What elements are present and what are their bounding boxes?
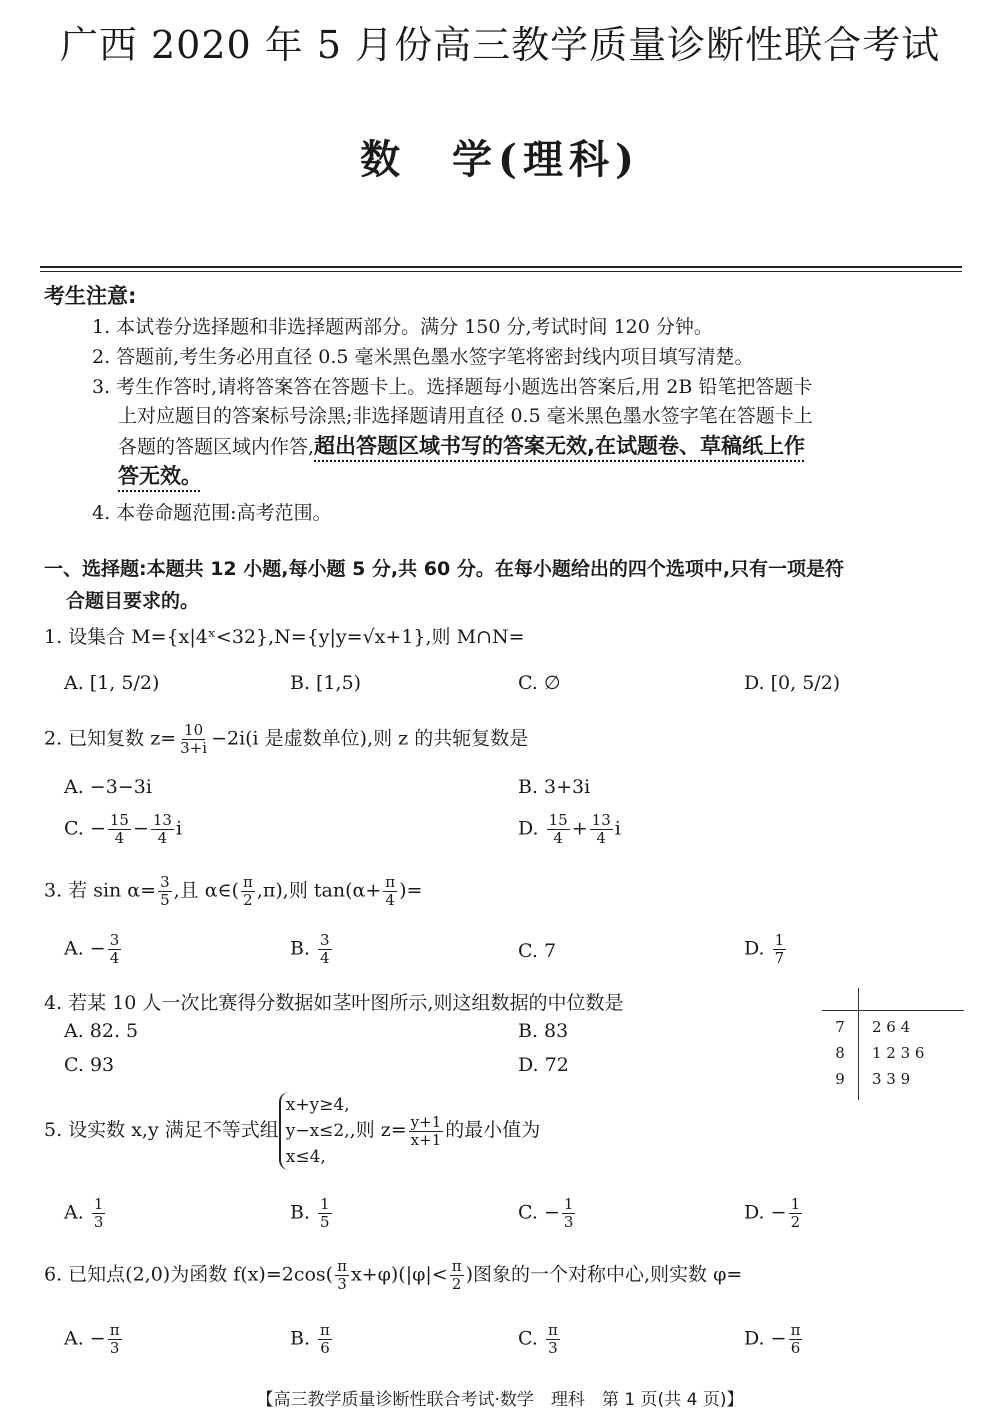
q4-option-d: D. 72 — [518, 1054, 569, 1076]
q1-option-d: D. [0, 5/2) — [744, 672, 841, 694]
notice-item-3-cont: 上对应题目的答案标号涂黑;非选择题请用直径 0.5 毫米黑色墨水签字笔在答题卡上 — [118, 405, 813, 427]
q1-option-c: C. ∅ — [518, 672, 561, 694]
q5-option-a: A. $\frac{1}{3}$ — [64, 1195, 104, 1231]
divider-thin — [40, 271, 962, 272]
stem-leaf-table — [822, 1014, 932, 1092]
question-1: 1. 设集合 M={x|4ˣ<32},N={y|y=√x+1},则 M∩N= — [44, 626, 525, 648]
stem-leaf-top-line — [822, 1010, 964, 1011]
q3-option-a: A. − $\frac{3}{4}$ — [64, 931, 120, 967]
notice-emphasis: 超出答题区域书写的答案无效,在试题卷、草稿纸上作 — [314, 434, 806, 458]
q5-option-d: D. − $\frac{1}{2}$ — [744, 1195, 801, 1231]
q2-option-d: D. $\frac{15}{4}$ + $\frac{13}{4}$ i — [518, 811, 621, 847]
notice-item-1: 1. 本试卷分选择题和非选择题两部分。满分 150 分,考试时间 120 分钟。 — [92, 316, 713, 338]
notice-item-3-cont2 — [118, 430, 805, 460]
stem-leaf-row: 9 3 3 9 — [835, 1070, 911, 1088]
notice-heading: 考生注意: — [44, 284, 137, 308]
question-4: 4. 若某 10 人一次比赛得分数据如茎叶图所示,则这组数据的中位数是 — [44, 992, 624, 1014]
q3-option-c: C. 7 — [518, 940, 557, 962]
exam-subject: 数 学(理科) — [360, 136, 640, 183]
question-2: 2. 已知复数 z= $\frac{10}{3+i}$ −2i(i 是虚数单位),则 z 的共轭复数是 — [44, 721, 529, 757]
q2-option-a: A. −3−3i — [64, 776, 152, 798]
q6-option-c: C. $\frac{\pi}{3}$ — [518, 1321, 558, 1357]
q4-option-b: B. 83 — [518, 1020, 569, 1042]
q1-option-b: B. [1,5) — [290, 672, 362, 694]
q4-option-c: C. 93 — [64, 1054, 115, 1076]
notice-item-3: 3. 考生作答时,请将答案答在答题卡上。选择题每小题选出答案后,用 2B 铅笔把答题卡 — [92, 376, 813, 398]
q5-option-c: C. − $\frac{1}{3}$ — [518, 1195, 574, 1231]
question-3: 3. 若 sin α= $\frac{3}{5}$ ,且 α∈( $\frac{\pi}{2}$ ,π),则 tan(α+ $\frac{\pi}{4}$ )= — [44, 873, 423, 909]
question-6: 6. 已知点(2,0)为函数 f(x)=2cos( $\frac{\pi}{3}$ x+φ)(|φ|< $\frac{\pi}{2}$ )图象的一个对称中心,则实数 φ= — [44, 1257, 743, 1293]
q6-option-d: D. − $\frac{\pi}{6}$ — [744, 1321, 801, 1357]
q6-option-a: A. − $\frac{\pi}{3}$ — [64, 1321, 120, 1357]
q5-option-b: B. $\frac{1}{5}$ — [290, 1195, 330, 1231]
q2-option-c: C. − $\frac{15}{4}$ − $\frac{13}{4}$ i — [64, 811, 183, 847]
notice-emphasis-end: 答无效。 — [118, 464, 202, 488]
stem-leaf-row: 7 2 6 4 — [835, 1018, 911, 1036]
section-heading-cont: 合题目要求的。 — [66, 590, 200, 612]
inequality-system: x+y≥4, y−x≤2, x≤4, — [279, 1092, 350, 1170]
q2-option-b: B. 3+3i — [518, 776, 591, 798]
q4-option-a: A. 82. 5 — [64, 1020, 139, 1042]
notice-text: 各题的答题区域内作答, — [118, 436, 315, 458]
notice-item-4: 4. 本卷命题范围:高考范围。 — [92, 502, 332, 524]
q3-option-b: B. $\frac{3}{4}$ — [290, 931, 330, 967]
fraction: $\frac{10}{3+i}$ — [180, 721, 208, 757]
stem-leaf-row: 8 1 2 3 6 — [835, 1044, 925, 1062]
page-footer: 【高三教学质量诊断性联合考试·数学 理科 第 1 页(共 4 页)】 — [256, 1390, 744, 1410]
section-heading: 一、选择题:本题共 12 小题,每小题 5 分,共 60 分。在每小题给出的四个选项中,只有一项是符 — [44, 558, 845, 580]
q6-option-b: B. $\frac{\pi}{6}$ — [290, 1321, 330, 1357]
notice-item-3-cont3 — [118, 460, 202, 490]
question-5: 5. 设实数 x,y 满足不等式组 x+y≥4, y−x≤2, x≤4, ,则 z= $\frac{y+1}{x+1}$ 的最小值为 — [44, 1092, 540, 1170]
divider-thick — [40, 266, 962, 268]
exam-title: 广西 2020 年 5 月份高三教学质量诊断性联合考试 — [59, 23, 941, 67]
q1-option-a: A. [1, 5/2) — [64, 672, 160, 694]
q3-option-d: D. $\frac{1}{7}$ — [744, 931, 785, 967]
notice-item-2: 2. 答题前,考生务必用直径 0.5 毫米黑色墨水签字笔将密封线内项目填写清楚。 — [92, 346, 754, 368]
